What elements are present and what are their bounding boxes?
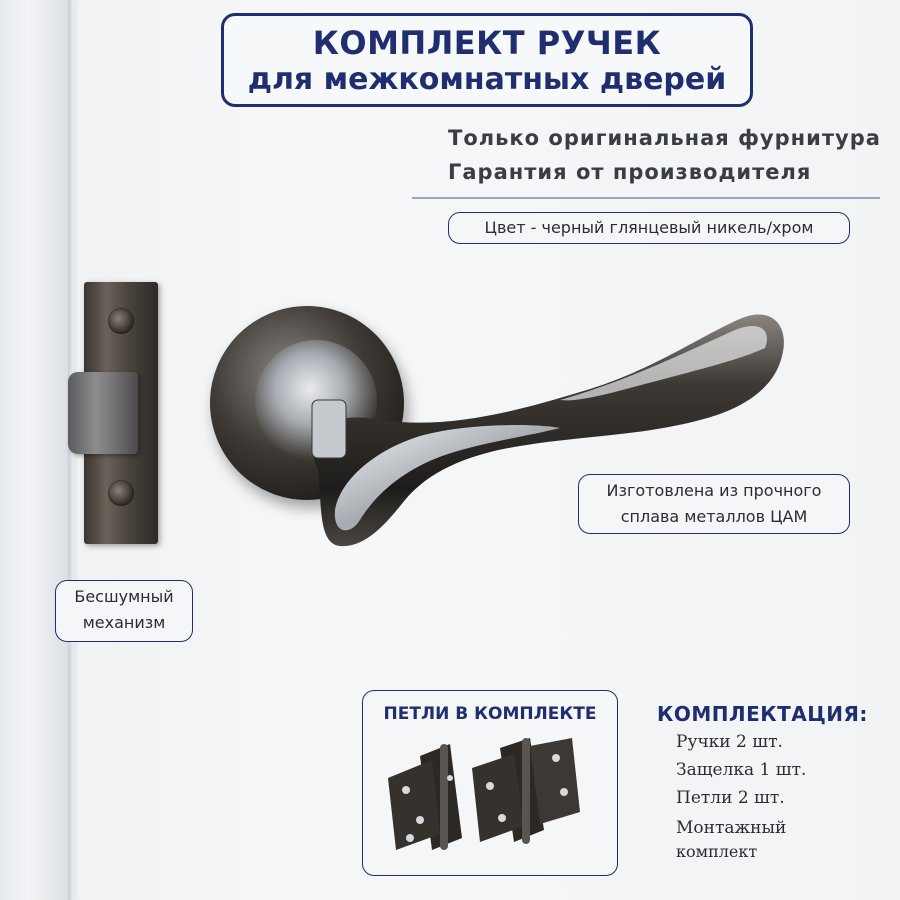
material-callout: [578, 474, 850, 534]
color-badge: Цвет - черный глянцевый никель/хром: [448, 212, 850, 244]
material-callout-line2: сплава металлов ЦАМ: [620, 507, 808, 526]
kit-item: комплект: [676, 842, 758, 861]
page-subtitle: для межкомнатных дверей: [247, 62, 727, 97]
kit-item: Защелка 1 шт.: [676, 760, 807, 780]
silent-callout-line2: механизм: [82, 613, 166, 632]
material-callout-line1: Изготовлена из прочного: [606, 481, 822, 500]
hinges-title: ПЕТЛИ В КОМПЛЕКТЕ: [383, 704, 597, 724]
hinge-right: [472, 738, 580, 844]
feature-warranty: Гарантия от производителя: [448, 160, 812, 184]
page-title: КОМПЛЕКТ РУЧЕК: [312, 24, 662, 62]
kit-item: Петли 2 шт.: [676, 788, 785, 808]
kit-title: КОМПЛЕКТАЦИЯ:: [657, 702, 868, 726]
handle-neck: [312, 400, 346, 458]
kit-item: Монтажный: [676, 818, 787, 838]
hinges-icon: [380, 738, 600, 862]
kit-item: Ручки 2 шт.: [676, 732, 783, 752]
feature-original: Только оригинальная фурнитура: [448, 126, 881, 150]
silent-callout-line1: Бесшумный: [74, 587, 174, 606]
hinge-left: [388, 744, 462, 850]
silent-mechanism-callout: [55, 580, 193, 642]
